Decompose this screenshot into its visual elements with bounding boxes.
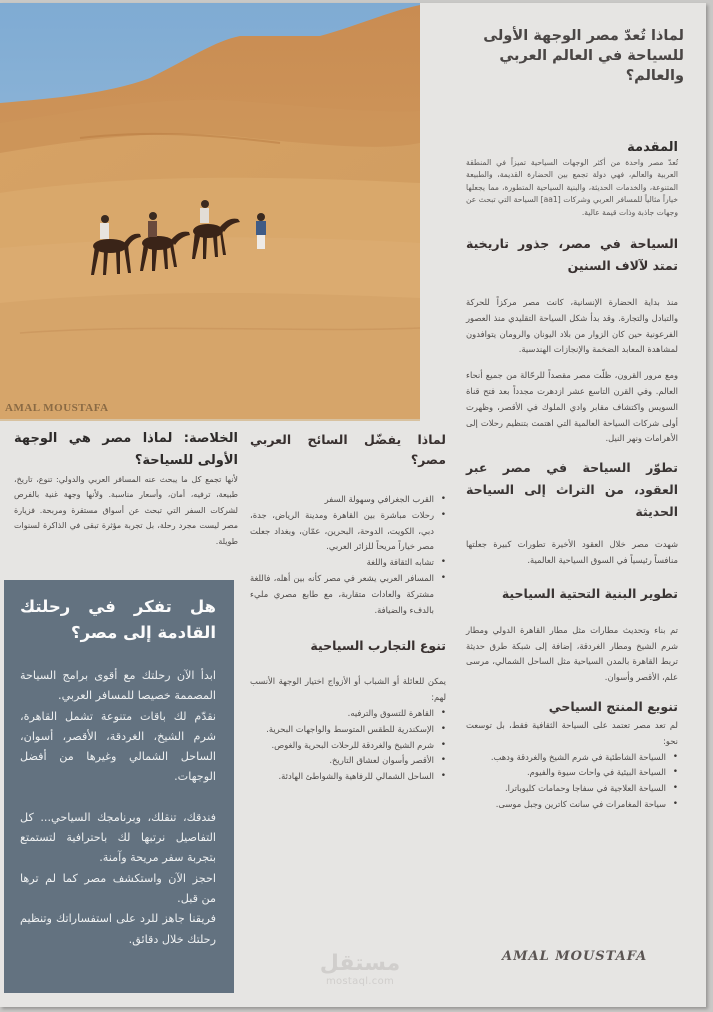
hero-image bbox=[0, 3, 420, 421]
diversification-text: لم تعد مصر تعتمد على السياحة الثقافية فقط، بل توسعت نحو: bbox=[466, 719, 678, 746]
experiences-list bbox=[250, 706, 446, 785]
history-paragraph-2: ومع مرور القرون، ظلّت مصر مقصداً للرحّالة من جميع أنحاء العالم. وفي القرن التاسع عشر ازدهرت مجدداً بعد فتح قناة السويس واكتشاف مقابر وادي الملوك في الأقصر، وظهرت أولى شركات السياحة العالمية التي اهتمت بتنظيم رحلات إلى الأهرامات ونهر النيل. bbox=[466, 370, 678, 444]
why-arab-list bbox=[250, 492, 446, 618]
list-item: • شرم الشيخ والغردقة للرحلات البحرية والغوص. bbox=[250, 738, 446, 754]
diversification-heading: تنويع المنتج السياحي bbox=[548, 698, 678, 714]
cta-paragraph-2: نقدّم لك باقات متنوعة تشمل القاهرة، شرم الشيخ، الغردقة، الأقصر، أسوان، الساحل الشمالي وغيرها من أفضل الوجهات. bbox=[20, 709, 216, 784]
intro-text: تُعدّ مصر واحدة من أكثر الوجهات السياحية تميزاً في المنطقة العربية والعالم، فهي دولة تجمع بين الحضارة القديمة، والطبيعة المتنوعة، والخدمات الحديثة، والبنية السياحية المتطورة، مما يجعلها خياراً مثالياً للمسافر العربي وشركات [aa1] السياحة التي تبحث عن وجهات جاذبة وذات قيمة عالية. bbox=[466, 158, 678, 217]
evolution-heading: تطوّر السياحة في مصر عبر العقود، من التراث إلى السياحة الحديثة bbox=[466, 460, 678, 520]
watermark-logo: مستقل bbox=[319, 951, 401, 976]
cta-paragraph-3: فندقك، تنقلك، وبرنامجك السياحي... كل التفاصيل نرتبها لك باحترافية لتستمتع بتجربة سفر مريحة وآمنة. bbox=[20, 810, 216, 865]
author-signature: AMAL MOUSTAFA bbox=[502, 949, 648, 964]
list-item: • المسافر العربي يشعر في مصر كأنه بين أهله، فاللغة مشتركة والعادات متقاربة، مع طابع مصري مليء بالدفء والضيافة. bbox=[250, 571, 446, 618]
experiences-heading: تنوع التجارب السياحية bbox=[310, 638, 446, 654]
list-item: • رحلات مباشرة بين القاهرة ومدينة الرياض، جدة، دبي، الكويت، الدوحة، البحرين، عمّان، وبغداد جعلت مصر خياراً مريحاً للزائر العربي. bbox=[250, 508, 446, 555]
cta-box bbox=[4, 580, 234, 993]
conclusion-text: لأنها تجمع كل ما يبحث عنه المسافر العربي والدولي: تنوع، تاريخ، طبيعة، ترفيه، أمان، وأسعار مناسبة. ولأنها وجهة غنية بالفرص لشركات السفر التي تبحث عن أسواق مستقرة ومربحة. فزيارة مصر ليست مجرد رحلة، بل تجربة مؤثرة تبقى في الذاكرة لسنوات طويلة. bbox=[14, 475, 238, 546]
list-item: • السياحة الشاطئية في شرم الشيخ والغردقة ودهب. bbox=[466, 750, 678, 766]
right-column bbox=[466, 20, 684, 813]
list-item: • السياحة العلاجية في سفاجا وحمامات كليوباترا. bbox=[466, 781, 678, 797]
list-item: • الأقصر وأسوان لعشاق التاريخ. bbox=[250, 753, 446, 769]
cta-paragraph-4: احجز الآن واستكشف مصر كما لم ترها من قبل. bbox=[20, 871, 216, 905]
conclusion-heading: الخلاصة: لماذا مصر هي الوجهة الأولى للسياحة؟ bbox=[14, 431, 238, 468]
infrastructure-heading: تطوير البنية التحتية السياحية bbox=[501, 585, 678, 601]
history-paragraph-1: منذ بداية الحضارة الإنسانية، كانت مصر مركزاً للحركة والتبادل والتجارة. وقد بدأ شكل السياحة التقليدي منذ العصور الفرعونية حين كان الزوار من بلاد اليونان والرومان يتوافدون لمشاهدة المعابد الضخمة والإنجازات الهندسية. bbox=[466, 297, 678, 355]
cta-paragraph-5: فريقنا جاهز للرد على استفساراتك وتنظيم رحلتك خلال دقائق. bbox=[20, 912, 216, 946]
intro-heading: المقدمة bbox=[627, 140, 678, 155]
list-item: • القرب الجغرافي وسهولة السفر bbox=[250, 492, 446, 508]
watermark bbox=[310, 952, 410, 988]
desert-photo bbox=[0, 3, 420, 421]
why-arab-heading: لماذا يفضّل السائح العربي مصر؟ bbox=[250, 432, 446, 467]
list-item: • القاهرة للتسوق والترفيه. bbox=[250, 706, 446, 722]
history-heading: السياحة في مصر، جذور تاريخية تمتد لآلاف السنين bbox=[466, 236, 678, 274]
left-column bbox=[14, 428, 238, 549]
evolution-text: شهدت مصر خلال العقود الأخيرة تطورات كبيرة جعلتها منافساً رئيسياً في السوق السياحية العالمية. bbox=[466, 539, 678, 565]
list-item: • سياحة المغامرات في سانت كاترين وجبل موسى. bbox=[466, 797, 678, 813]
middle-column bbox=[250, 430, 446, 785]
watermark-url: mostaql.com bbox=[325, 976, 395, 987]
page-title: لماذا تُعدّ مصر الوجهة الأولى للسياحة في العالم العربي والعالم؟ bbox=[483, 28, 684, 84]
list-item: • تشابه الثقافة واللغة bbox=[250, 555, 446, 571]
photo-credit: AMAL MOUSTAFA bbox=[5, 402, 109, 414]
experiences-text: يمكن للعائلة أو الشباب أو الأزواج اختيار الوجهة الأنسب لهم: bbox=[250, 676, 446, 703]
diversification-list bbox=[466, 750, 678, 813]
cta-paragraph-1: ابدأ الآن رحلتك مع أقوى برامج السياحة المصممة خصيصا للمسافر العربي. bbox=[20, 669, 216, 703]
list-item: • الساحل الشمالي للرفاهية والشواطئ الهادئة. bbox=[250, 769, 446, 785]
infrastructure-text: تم بناء وتحديث مطارات مثل مطار القاهرة الدولي ومطار شرم الشيخ ومطار الغردقة، إضافة إلى شبكة طرق حديثة تربط القاهرة بالمدن السياحية مثل الساحل الشمالي، مرسى علم، الأقصر وأسوان. bbox=[466, 624, 678, 683]
list-item: • السياحة البيئية في واحات سيوة والفيوم. bbox=[466, 765, 678, 781]
list-item: • الإسكندرية للطقس المتوسط والواجهات البحرية. bbox=[250, 722, 446, 738]
cta-heading: هل تفكر في رحلتك القادمة إلى مصر؟ bbox=[20, 597, 216, 642]
